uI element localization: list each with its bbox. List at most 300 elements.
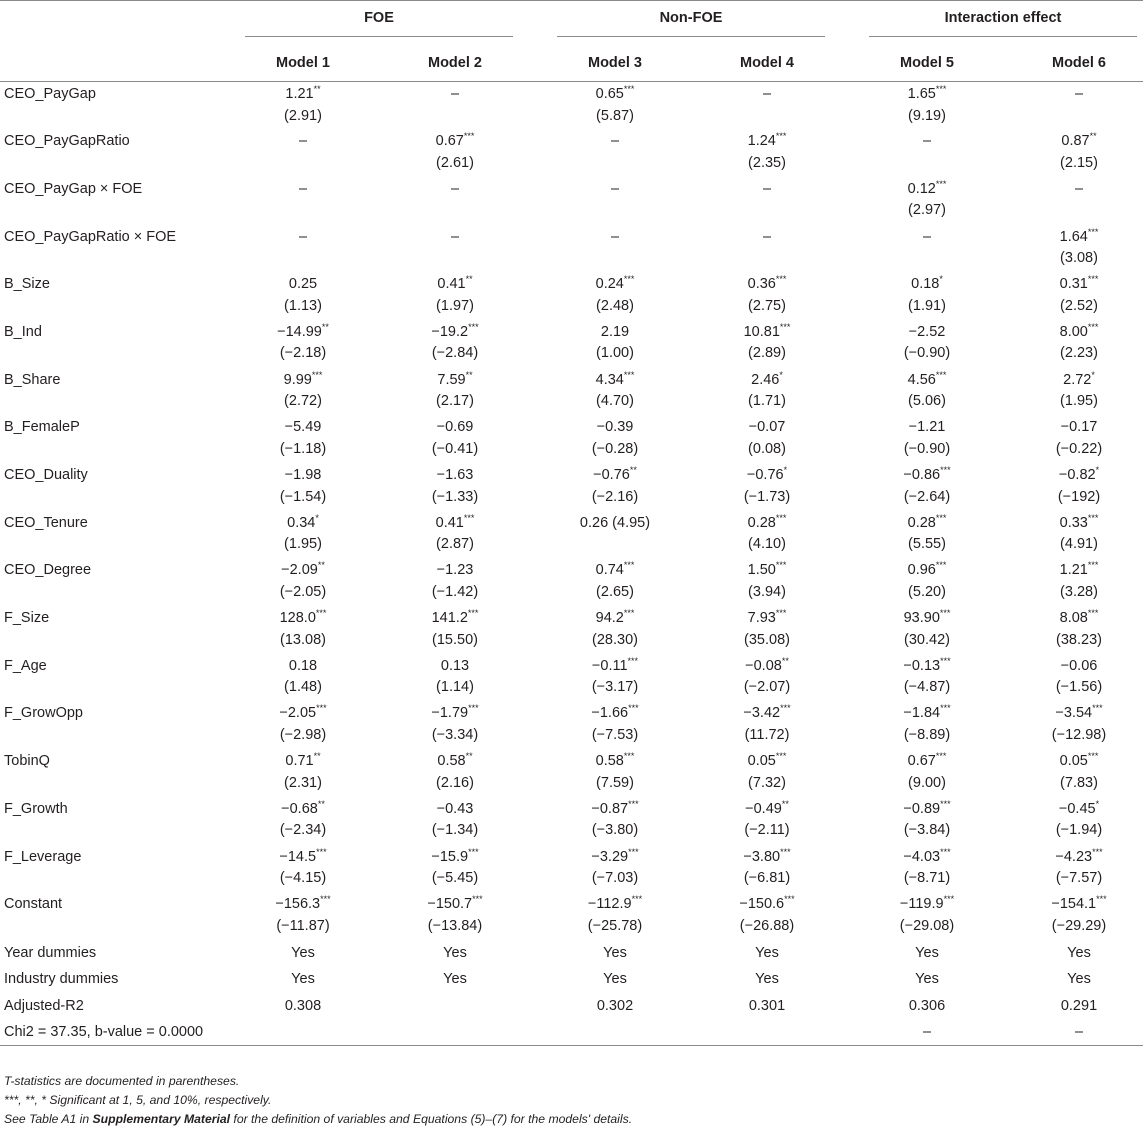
summary-cell: Yes	[603, 971, 627, 988]
t-statistic: (3.94)	[748, 583, 786, 600]
coefficient-cell	[379, 511, 531, 559]
table-row	[0, 701, 1143, 749]
coefficient-value: 0.65***	[595, 84, 635, 102]
coefficient-cell	[691, 654, 843, 702]
coefficient-cell	[851, 82, 1003, 130]
coefficient-value: –	[450, 228, 460, 245]
coefficient-cell	[379, 225, 531, 273]
variable-name: B_FemaleP	[4, 419, 80, 436]
coefficient-value: −0.06	[1060, 657, 1098, 674]
t-statistic: (−2.11)	[744, 822, 790, 839]
model-header: Model 5	[851, 44, 1003, 82]
coefficient-value: –	[450, 180, 460, 197]
t-statistic: (2.75)	[748, 297, 786, 314]
variable-name: CEO_PayGapRatio	[4, 133, 130, 150]
coefficient-cell	[851, 320, 1003, 368]
t-statistic: (−4.87)	[903, 679, 951, 696]
table-row	[0, 892, 1143, 940]
coefficient-cell	[851, 463, 1003, 511]
coefficient-cell	[539, 797, 691, 845]
coefficient-value: −0.76*	[746, 465, 788, 483]
t-statistic: (−7.57)	[1055, 870, 1103, 886]
variable-name: F_Age	[4, 657, 47, 674]
coefficient-value: −1.21	[908, 419, 946, 436]
t-statistic: (−12.98)	[1051, 726, 1107, 743]
coefficient-value: 10.81***	[743, 321, 791, 340]
coefficient-value: −2.52	[908, 323, 946, 340]
coefficient-cell	[691, 129, 843, 177]
table-row	[0, 654, 1143, 702]
coefficient-cell	[851, 558, 1003, 606]
summary-cell	[691, 1019, 843, 1046]
coefficient-value: –	[1074, 180, 1084, 197]
coefficient-value: 4.56***	[907, 369, 947, 388]
t-statistic: (1.48)	[284, 679, 322, 696]
coefficient-cell	[539, 272, 691, 320]
coefficient-cell	[227, 177, 379, 225]
coefficient-cell	[1003, 82, 1143, 130]
coefficient-value: −4.23***	[1055, 846, 1103, 865]
coefficient-cell	[227, 320, 379, 368]
variable-name: CEO_PayGapRatio × FOE	[4, 228, 177, 245]
coefficient-value: −14.99**	[277, 321, 329, 340]
coefficient-value: 0.67***	[907, 751, 947, 770]
summary-cell: 0.308	[284, 997, 322, 1014]
coefficient-cell	[1003, 511, 1143, 559]
t-statistic: (2.61)	[436, 154, 474, 171]
table-row	[0, 368, 1143, 416]
coefficient-cell	[227, 511, 379, 559]
coefficient-cell	[691, 225, 843, 273]
coefficient-cell	[379, 129, 531, 177]
variable-name: F_Leverage	[4, 848, 82, 865]
coefficient-cell	[691, 272, 843, 320]
variable-name: F_GrowOpp	[4, 705, 83, 722]
coefficient-cell	[227, 654, 379, 702]
table-row	[0, 511, 1143, 559]
variable-name: Year dummies	[4, 944, 97, 961]
coefficient-cell	[539, 82, 691, 130]
coefficient-cell	[691, 415, 843, 463]
coefficient-value: 0.31***	[1059, 274, 1099, 293]
coefficient-value: 1.50***	[747, 560, 787, 579]
table-row	[0, 558, 1143, 606]
coefficient-cell	[691, 368, 843, 416]
coefficient-cell	[1003, 654, 1143, 702]
coefficient-value: 0.58**	[437, 751, 473, 770]
coefficient-cell	[539, 654, 691, 702]
table-row	[0, 797, 1143, 845]
t-statistic: (1.95)	[284, 536, 322, 553]
table-body	[0, 82, 1143, 1046]
summary-cell	[227, 1019, 379, 1046]
summary-cell: Yes	[603, 944, 627, 961]
coefficient-cell	[851, 415, 1003, 463]
variable-name: Adjusted-R2	[4, 997, 84, 1014]
summary-cell: Yes	[915, 944, 939, 961]
note-significance: ***, **, * Significant at 1, 5, and 10%, respectively.	[4, 1093, 272, 1107]
summary-cell	[379, 993, 531, 1020]
t-statistic: (−0.28)	[591, 440, 639, 457]
summary-cell	[539, 1019, 691, 1046]
table-row	[0, 940, 1143, 967]
coefficient-cell	[227, 892, 379, 940]
coefficient-cell	[227, 129, 379, 177]
coefficient-value: −150.7***	[427, 894, 483, 913]
coefficient-value: 0.71**	[285, 751, 321, 770]
coefficient-cell	[379, 845, 531, 893]
coefficient-value: 141.2***	[431, 608, 479, 627]
coefficient-value: −2.09**	[281, 560, 325, 579]
coefficient-cell	[379, 82, 531, 130]
t-statistic: (1.13)	[284, 297, 322, 314]
summary-cell: 0.291	[1060, 997, 1098, 1014]
t-statistic: (−2.64)	[903, 488, 951, 505]
coefficient-cell	[379, 701, 531, 749]
coefficient-value: 1.21**	[285, 84, 321, 102]
table-row	[0, 129, 1143, 177]
coefficient-cell	[691, 892, 843, 940]
coefficient-cell	[379, 368, 531, 416]
coefficient-value: 0.34*	[287, 512, 319, 531]
coefficient-cell	[227, 82, 379, 130]
coefficient-value: –	[922, 133, 932, 150]
coefficient-cell	[379, 797, 531, 845]
t-statistic: (−2.05)	[279, 583, 327, 600]
coefficient-cell	[691, 797, 843, 845]
variable-name: CEO_Duality	[4, 467, 88, 483]
variable-name: CEO_Degree	[4, 562, 92, 579]
coefficient-cell	[539, 511, 691, 559]
t-statistic: (−0.90)	[903, 345, 951, 362]
t-statistic: (2.31)	[284, 774, 322, 791]
coefficient-cell	[1003, 272, 1143, 320]
table-row	[0, 415, 1143, 463]
coefficient-value: 7.93***	[747, 608, 787, 627]
t-statistic: (1.91)	[908, 297, 946, 314]
coefficient-cell	[227, 845, 379, 893]
coefficient-cell	[539, 225, 691, 273]
coefficient-value: 0.12***	[907, 178, 947, 197]
coefficient-cell	[539, 892, 691, 940]
t-statistic: (2.91)	[284, 107, 322, 124]
variable-name: F_Growth	[4, 800, 68, 817]
t-statistic: (3.08)	[1060, 250, 1098, 267]
summary-cell: Yes	[755, 944, 779, 961]
coefficient-value: −156.3***	[275, 894, 331, 913]
table-row	[0, 606, 1143, 654]
coefficient-cell	[539, 463, 691, 511]
coefficient-cell	[539, 320, 691, 368]
coefficient-cell	[1003, 177, 1143, 225]
coefficient-cell	[1003, 415, 1143, 463]
coefficient-cell	[691, 82, 843, 130]
coefficient-value: –	[450, 86, 460, 102]
t-statistic: (15.50)	[432, 631, 478, 648]
coefficient-value: –	[610, 133, 620, 150]
t-statistic: (−3.34)	[431, 726, 479, 743]
coefficient-cell	[227, 749, 379, 797]
coefficient-cell	[851, 511, 1003, 559]
variable-name: TobinQ	[4, 753, 50, 770]
coefficient-value: −0.45*	[1058, 798, 1100, 817]
t-statistic: (2.72)	[284, 393, 322, 410]
coefficient-cell	[1003, 892, 1143, 940]
coefficient-value: 9.99***	[283, 369, 323, 388]
coefficient-value: 0.58***	[595, 751, 635, 770]
variable-name: Industry dummies	[4, 971, 119, 988]
t-statistic: (−3.84)	[903, 822, 951, 839]
coefficient-cell	[539, 606, 691, 654]
coefficient-value: 0.74***	[595, 560, 635, 579]
t-statistic: (−192)	[1057, 488, 1101, 505]
coefficient-value: −1.63	[436, 467, 474, 483]
t-statistic: (2.89)	[748, 345, 786, 362]
coefficient-value: 128.0***	[279, 608, 327, 627]
coefficient-cell	[227, 463, 379, 511]
coefficient-value: –	[610, 228, 620, 245]
t-statistic: (−1.54)	[279, 488, 327, 505]
coefficient-cell	[851, 272, 1003, 320]
t-statistic: (9.00)	[908, 774, 946, 791]
summary-cell: 0.306	[908, 997, 946, 1014]
summary-cell: Yes	[291, 944, 315, 961]
t-statistic: (1.00)	[596, 345, 634, 362]
t-statistic: (−0.22)	[1055, 440, 1103, 457]
coefficient-cell	[1003, 845, 1143, 893]
coefficient-value: –	[1074, 86, 1084, 102]
t-statistic: (4.91)	[1060, 536, 1098, 553]
t-statistic: (7.59)	[596, 774, 634, 791]
coefficient-value: 0.67***	[435, 131, 475, 150]
coefficient-value: 93.90***	[903, 608, 951, 627]
t-statistic: (0.08)	[748, 440, 786, 457]
note-tstat: T-statistics are documented in parentheses.	[4, 1074, 240, 1088]
coefficient-cell	[379, 415, 531, 463]
coefficient-cell	[379, 606, 531, 654]
coefficient-cell	[851, 654, 1003, 702]
coefficient-cell	[1003, 749, 1143, 797]
coefficient-value: −1.23	[436, 562, 474, 579]
t-statistic: (2.97)	[908, 202, 946, 219]
model-header: Model 4	[691, 44, 843, 82]
coefficient-value: −0.69	[436, 419, 474, 436]
coefficient-value: 0.87**	[1061, 131, 1097, 150]
coefficient-cell	[1003, 606, 1143, 654]
coefficient-value: −0.49**	[745, 798, 789, 817]
coefficient-cell	[1003, 368, 1143, 416]
t-statistic: (2.17)	[436, 393, 474, 410]
t-statistic: (38.23)	[1056, 631, 1102, 648]
coefficient-cell	[851, 129, 1003, 177]
coefficient-value: 7.59**	[437, 369, 473, 388]
t-statistic: (11.72)	[744, 726, 790, 743]
coefficient-value: –	[922, 228, 932, 245]
t-statistic: (5.06)	[908, 393, 946, 410]
coefficient-value: 0.13	[440, 657, 470, 674]
coefficient-value: −0.68**	[281, 798, 325, 817]
coefficient-value: −1.98	[284, 467, 322, 483]
coefficient-cell	[227, 797, 379, 845]
t-statistic: (2.65)	[596, 583, 634, 600]
coefficient-cell	[539, 415, 691, 463]
variable-name: Constant	[4, 896, 63, 913]
coefficient-value: 1.64***	[1059, 226, 1099, 245]
coefficient-value: 8.08***	[1059, 608, 1099, 627]
t-statistic: (−5.45)	[431, 870, 479, 886]
coefficient-cell	[1003, 701, 1143, 749]
coefficient-cell	[691, 845, 843, 893]
variable-name: B_Size	[4, 276, 50, 293]
coefficient-cell	[1003, 558, 1143, 606]
coefficient-cell	[227, 701, 379, 749]
t-statistic: (−1.33)	[431, 488, 479, 505]
coefficient-cell	[227, 415, 379, 463]
coefficient-value: −0.43	[436, 800, 474, 817]
coefficient-cell	[1003, 129, 1143, 177]
group-header-interaction: Interaction effect	[851, 2, 1143, 44]
coefficient-cell	[227, 606, 379, 654]
t-statistic: (−1.34)	[431, 822, 479, 839]
group-header-non-foe: Non-FOE	[539, 2, 843, 44]
t-statistic: (−1.94)	[1055, 822, 1103, 839]
coefficient-cell	[539, 177, 691, 225]
coefficient-value: −0.08**	[745, 655, 789, 674]
coefficient-value: −112.9***	[587, 894, 643, 913]
coefficient-cell	[851, 797, 1003, 845]
t-statistic: (−3.17)	[591, 679, 639, 696]
group-header-foe: FOE	[227, 2, 531, 44]
summary-cell: Yes	[1067, 971, 1091, 988]
coefficient-value: −0.82*	[1058, 465, 1100, 483]
coefficient-value: −0.13***	[903, 655, 951, 674]
coefficient-value: –	[298, 228, 308, 245]
t-statistic: (30.42)	[904, 631, 950, 648]
t-statistic: (−26.88)	[739, 917, 795, 934]
coefficient-cell	[851, 225, 1003, 273]
model-header: Model 2	[379, 44, 531, 82]
summary-cell: Yes	[915, 971, 939, 988]
t-statistic: (−2.84)	[431, 345, 479, 362]
coefficient-cell	[379, 749, 531, 797]
coefficient-cell	[1003, 463, 1143, 511]
coefficient-cell	[379, 654, 531, 702]
coefficient-value: 0.41***	[435, 512, 475, 531]
coefficient-cell	[691, 558, 843, 606]
coefficient-cell	[691, 701, 843, 749]
coefficient-value: 0.24***	[595, 274, 635, 293]
table-row	[0, 749, 1143, 797]
coefficient-value: −119.9***	[899, 894, 955, 913]
t-statistic: (1.71)	[748, 393, 786, 410]
coefficient-cell	[379, 320, 531, 368]
t-statistic: (35.08)	[744, 631, 790, 648]
t-statistic: (−1.73)	[743, 488, 791, 505]
coefficient-value: −19.2***	[431, 321, 479, 340]
coefficient-value: −0.86***	[903, 465, 951, 483]
coefficient-cell	[227, 368, 379, 416]
coefficient-value: –	[610, 180, 620, 197]
coefficient-cell	[227, 272, 379, 320]
coefficient-cell	[851, 368, 1003, 416]
coefficient-cell	[1003, 797, 1143, 845]
coefficient-value: −15.9***	[431, 846, 479, 865]
t-statistic: (−2.18)	[279, 345, 327, 362]
t-statistic: (−11.87)	[276, 917, 330, 934]
coefficient-cell	[1003, 320, 1143, 368]
t-statistic: (−7.53)	[591, 726, 639, 743]
coefficient-cell	[691, 463, 843, 511]
t-statistic: (−25.78)	[587, 917, 643, 934]
t-statistic: (−2.34)	[279, 822, 327, 839]
coefficient-cell	[227, 225, 379, 273]
variable-name: CEO_PayGap	[4, 86, 96, 102]
coefficient-cell	[691, 177, 843, 225]
coefficient-value: 1.21***	[1059, 560, 1099, 579]
coefficient-value: −150.6***	[739, 894, 795, 913]
t-statistic: (2.52)	[1060, 297, 1098, 314]
t-statistic: (2.15)	[1060, 154, 1098, 171]
coefficient-cell	[851, 749, 1003, 797]
table-row	[0, 966, 1143, 993]
coefficient-value: 0.18*	[911, 274, 943, 293]
coefficient-value: −4.03***	[903, 846, 951, 865]
coefficient-value: 2.72*	[1063, 369, 1095, 388]
t-statistic: (−1.18)	[279, 440, 327, 457]
t-statistic: (7.32)	[748, 774, 786, 791]
coefficient-value: –	[762, 86, 772, 102]
t-statistic: (−2.16)	[591, 488, 639, 505]
t-statistic: (2.35)	[748, 154, 786, 171]
t-statistic: (4.70)	[596, 393, 634, 410]
t-statistic: (−29.08)	[899, 917, 955, 934]
t-statistic: (−4.15)	[279, 870, 327, 886]
coefficient-cell	[851, 606, 1003, 654]
t-statistic: (−13.84)	[427, 917, 483, 934]
coefficient-value: 94.2***	[595, 608, 635, 627]
summary-cell: Yes	[1067, 944, 1091, 961]
model-header: Model 3	[539, 44, 691, 82]
coefficient-cell	[691, 749, 843, 797]
coefficient-value: 0.33***	[1059, 512, 1099, 531]
coefficient-value: −3.80***	[743, 846, 791, 865]
t-statistic: (28.30)	[592, 631, 638, 648]
t-statistic: (−8.89)	[903, 726, 951, 743]
model-header: Model 1	[227, 44, 379, 82]
table-row	[0, 993, 1143, 1020]
table-row	[0, 320, 1143, 368]
variable-name: CEO_PayGap × FOE	[4, 180, 143, 197]
coefficient-cell	[851, 701, 1003, 749]
coefficient-value: 2.46*	[751, 369, 783, 388]
summary-cell	[379, 1019, 531, 1046]
coefficient-cell	[851, 177, 1003, 225]
coefficient-value: –	[762, 228, 772, 245]
coefficient-cell	[539, 845, 691, 893]
t-statistic: (−8.71)	[903, 870, 951, 886]
coefficient-cell	[379, 272, 531, 320]
table-row	[0, 82, 1143, 130]
coefficient-value: −154.1***	[1051, 894, 1107, 913]
table-row	[0, 272, 1143, 320]
table-row	[0, 845, 1143, 893]
coefficient-cell	[539, 701, 691, 749]
coefficient-value: −3.29***	[591, 846, 639, 865]
t-statistic: (13.08)	[280, 631, 326, 648]
table-row	[0, 463, 1143, 511]
coefficient-value: −0.39	[596, 419, 634, 436]
coefficient-cell	[379, 558, 531, 606]
